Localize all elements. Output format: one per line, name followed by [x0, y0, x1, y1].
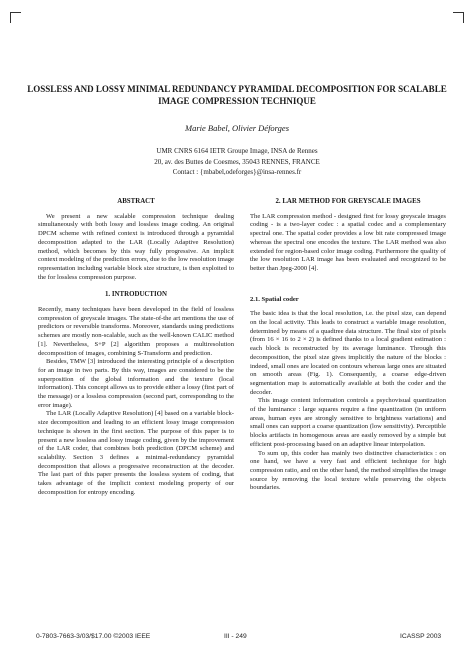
affiliation-line: 20, av. des Buttes de Coesmes, 35043 RENNES, FRANCE — [154, 157, 320, 166]
paper-authors: Marie Babel, Olivier Déforges — [184, 123, 290, 133]
footer-conference: ICASSP 2003 — [400, 633, 442, 640]
introduction-heading: 1. INTRODUCTION — [104, 291, 168, 299]
introduction-paragraph: Besides, TMW [3] introduced the interesting principle of a description for an image in two parts. By this way, images are considered to be the superposition of the global information and the texture (local information). This concept allows us to provide either a lossy (first part of the message) or a lossless compression (second part, corresponding to the error image). — [38, 358, 234, 409]
left-column — [38, 198, 234, 498]
contact-line: Contact : {mbabel,odeforges}@insa-rennes.fr — [172, 168, 302, 176]
spatial-coder-heading: 2.1. Spatial coder — [250, 295, 299, 303]
introduction-paragraph: The LAR (Locally Adaptive Resolution) [4] based on a variable block-size decomposition and leading to an efficient lossy image compression technique is shown in the first section. The purpose of this paper is to present a new lossless and lossy image coding, given by the improvement of the LAR coder, that combines both prediction (DPCM scheme) and scalability. Section 3 defines a minimal-redundancy pyramidal decomposition that allows a progressive reconstruction at the decoder. The last part of this paper presents the lossless system of coding, that takes advantage of the implicit context modeling property of our decomposition for entropy encoding. — [38, 410, 234, 496]
spatial-coder-paragraph: This image content information controls a psychovisual quantization of the luminance : large squares require a fine quantization (in uniform areas, human eyes are strongly sensitive to brightness variations) and small ones can support a coarse quantization (low sensitivity). Perceptible blocks artifacts in homogenous areas are easily removed by a simple but efficient post-processing based on an adaptive linear interpolation. — [250, 397, 446, 448]
abstract-heading: ABSTRACT — [117, 198, 155, 205]
lar-method-heading: 2. LAR METHOD FOR GREYSCALE IMAGES — [275, 198, 421, 205]
affiliation-block — [0, 146, 474, 178]
footer-copyright: 0-7803-7663-3/03/$17.00 ©2003 IEEE — [36, 633, 151, 640]
crop-mark-top-left — [10, 12, 21, 23]
abstract-text: We present a new scalable compression technique dealing simultaneously with both lossy and lossless image coding. An original DPCM scheme with refined context is introduced through a pyramidal decomposition adapted to the LAR (Locally Adaptive Resolution) method, which becomes by this way fully progressive. An implicit context modeling of the prediction errors, due to the low resolution image representation including variable block size structure, is then exploited to the for lossless compression purpose. — [38, 212, 234, 281]
introduction-paragraph: Recently, many techniques have been developed in the field of lossless compression of greyscale images. The state-of-the art mentions the use of predictors or reversible transforms. Moreover, standards using predictions schemes are mostly non-scalable, such as the well-known CALIC method [1]. Nevertheless, S+P [2] algorithm proposes a multiresolution decomposition of images, combining S-Transform and prediction. — [38, 306, 234, 357]
spatial-coder-paragraph: To sum up, this coder has mainly two distinctive characteristics : on one hand, we have a very fast and efficient technique for high compression ratio, and on the other hand, the method simplifies the image source by removing the local texture while preserving the objects boundaries. — [250, 449, 446, 492]
right-column — [250, 198, 446, 493]
crop-mark-top-right — [453, 12, 464, 23]
lar-method-text: The LAR compression method - designed first for lossy greyscale images coding - is a two-layer codec : a spatial codec and a complementary spectral one. The spatial coder provides a low bit rate compressed image whereas the spectral one encodes the texture. The LAR method was also extended for region-based color image coding. Furthermore the quality of the low resolution LAR image has been evaluated and recognized to be better than Jpeg-2000 [4]. — [250, 212, 446, 272]
affiliation-line: UMR CNRS 6164 IETR Groupe Image, INSA de Rennes — [156, 147, 318, 155]
footer-page-number: III - 249 — [224, 633, 247, 640]
paper-title: LOSSLESS AND LOSSY MINIMAL REDUNDANCY PYRAMIDAL DECOMPOSITION FOR SCALABLE IMAGE COMPRESSION TECHNIQUE — [27, 84, 447, 106]
spatial-coder-paragraph: The basic idea is that the local resolution, i.e. the pixel size, can depend on the local activity. This leads to construct a variable image resolution, determined by means of a quadtree data structure. The final size of pixels (from 16 × 16 to 2 × 2) is defined thanks to a local gradient estimation : each block is reconstructed by its average luminance. Through this decomposition, the pixel size gives implicitly the nature of the blocks : indeed, small ones are located on contours whereas large ones are situated on smooth areas (Fig. 1). Consequently, a coarse edge-driven segmentation map is automatically available at both the coder and the decoder. — [250, 310, 446, 396]
